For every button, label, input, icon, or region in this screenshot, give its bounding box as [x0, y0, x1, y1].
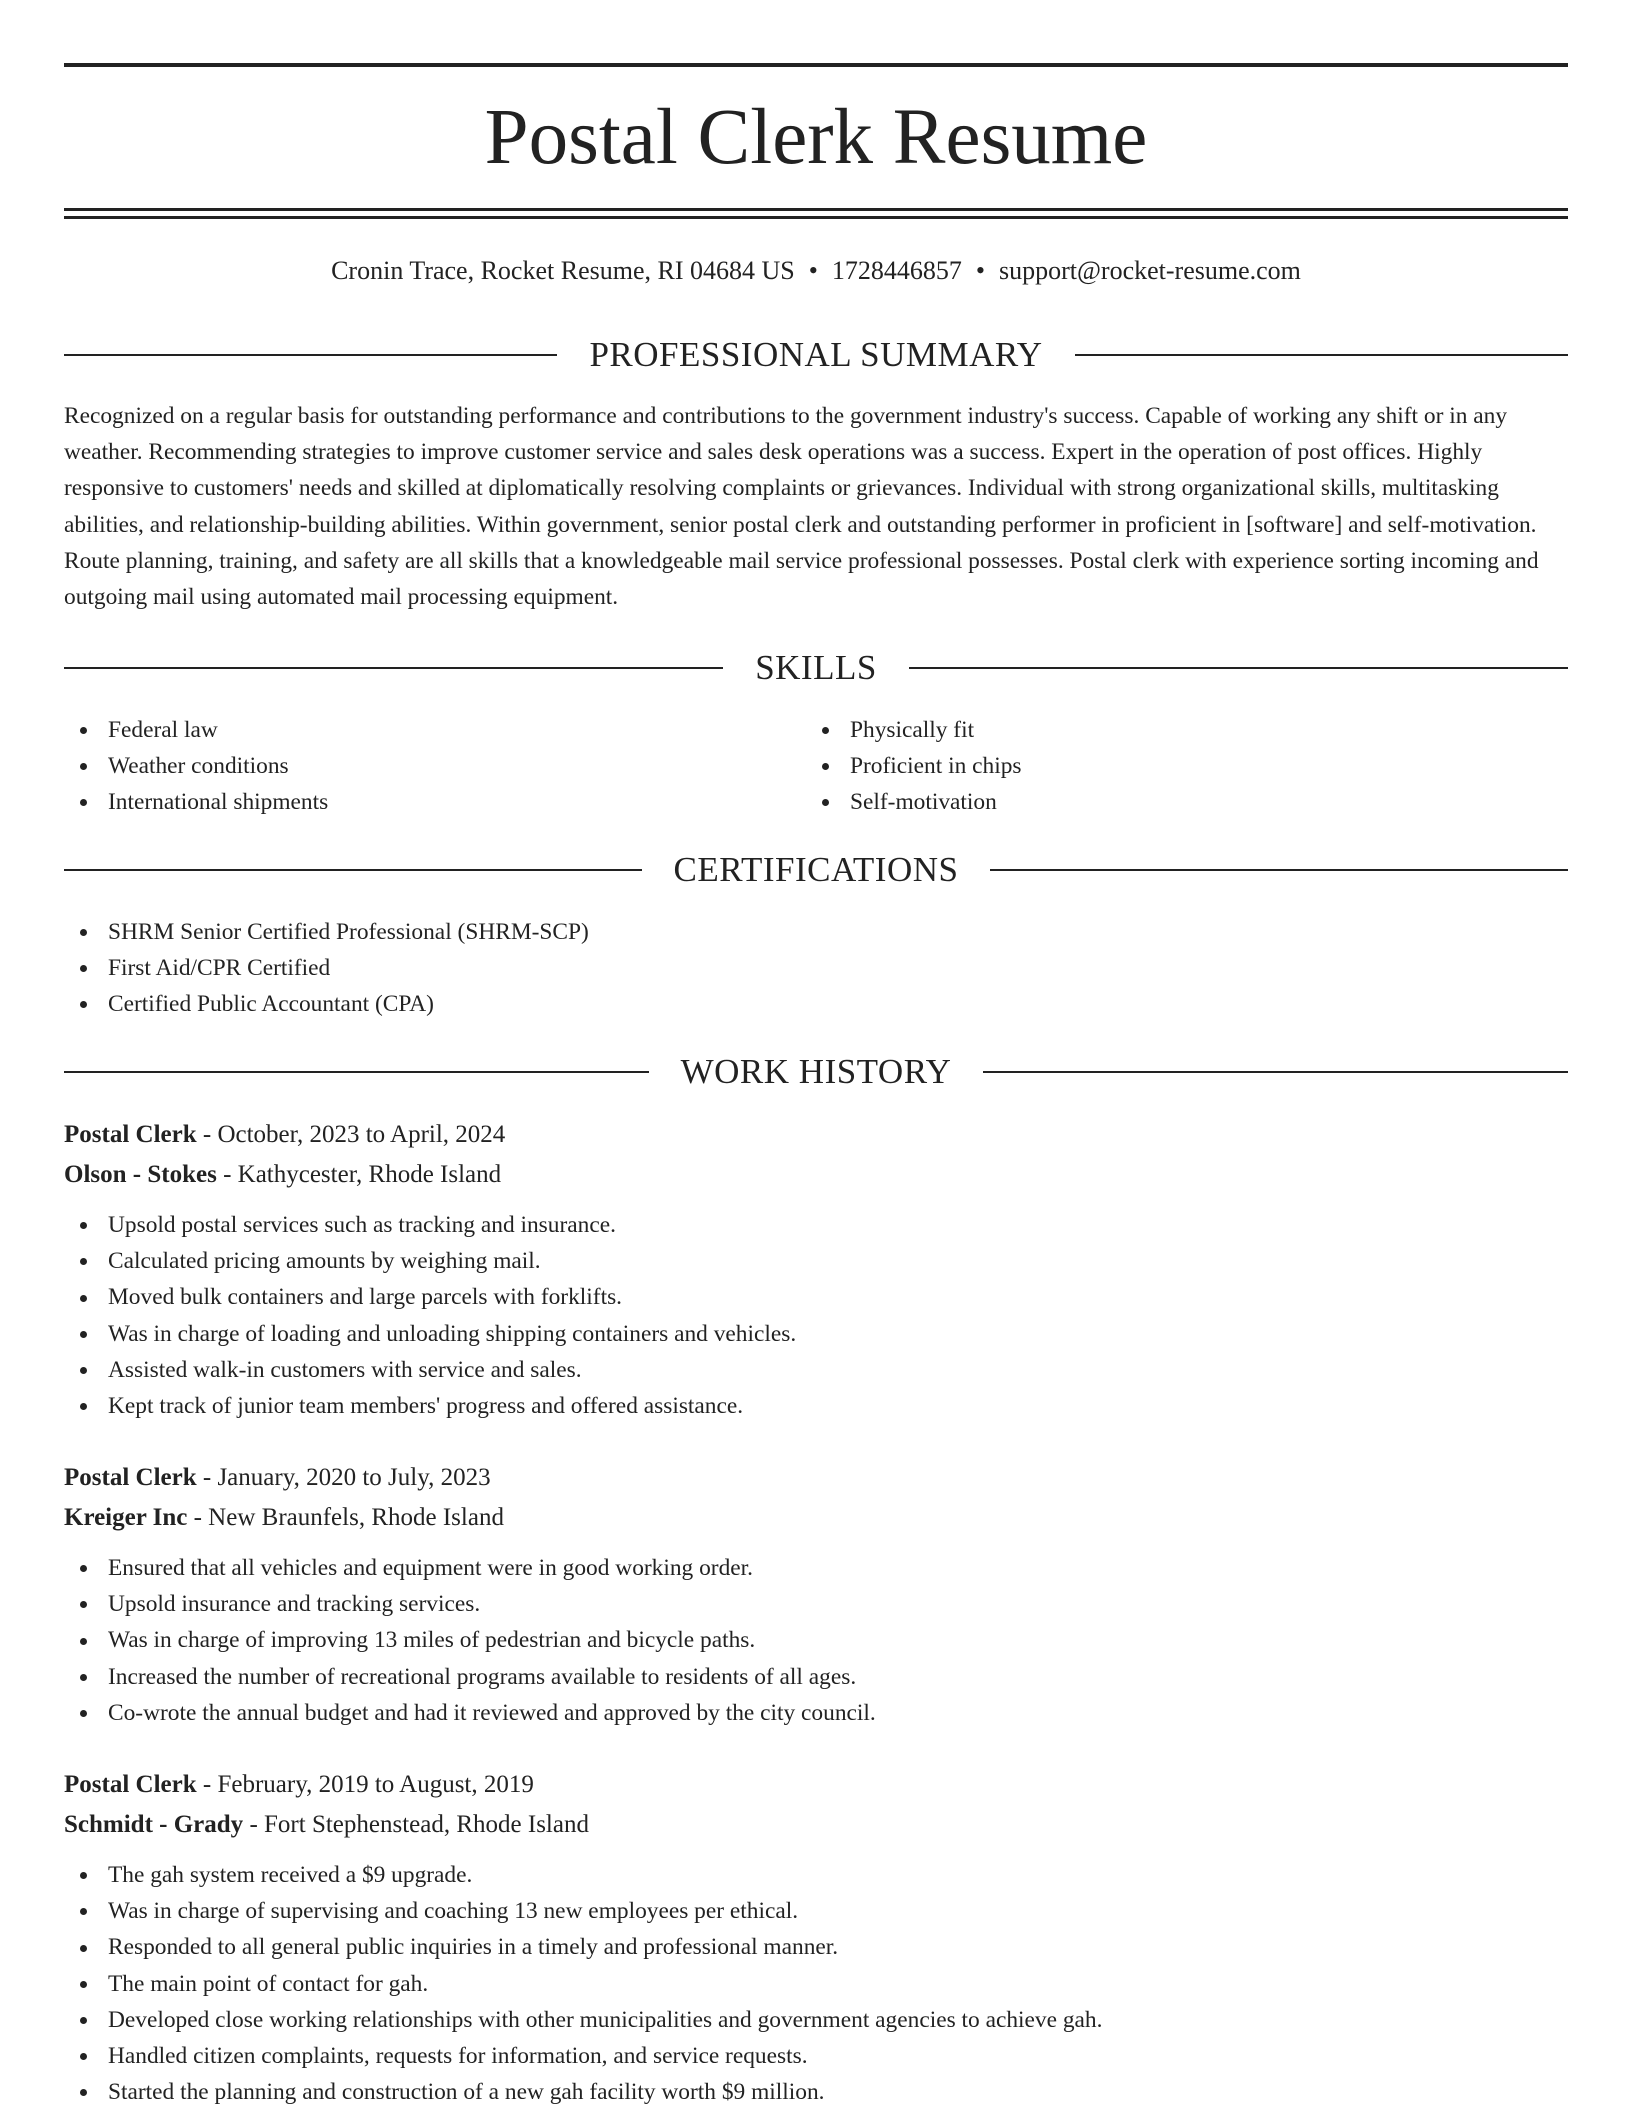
job-title: Postal Clerk	[64, 1121, 197, 1148]
certification-item: First Aid/CPR Certified	[64, 950, 589, 986]
title-rule-lower	[64, 216, 1568, 219]
job-entry	[64, 1115, 1568, 1424]
job-duty: The gah system received a $9 upgrade.	[64, 1857, 1568, 1893]
job-location: - New Braunfels, Rhode Island	[193, 1504, 504, 1531]
job-dates: - October, 2023 to April, 2024	[202, 1121, 506, 1148]
job-title: Postal Clerk	[64, 1771, 197, 1798]
skill-item: Proficient in chips	[806, 748, 1022, 784]
contact-line	[64, 252, 1568, 290]
job-title-line	[64, 1458, 1568, 1498]
certifications-list	[64, 914, 589, 1022]
job-duty: Kept track of junior team members' progress and offered assistance.	[64, 1388, 1568, 1424]
section-header-summary	[64, 331, 1568, 379]
job-dates: - January, 2020 to July, 2023	[202, 1464, 491, 1491]
job-company: Kreiger Inc	[64, 1504, 188, 1531]
job-duty: Was in charge of supervising and coaching 13 new employees per ethical.	[64, 1893, 1568, 1929]
skill-item: International shipments	[64, 784, 328, 820]
job-duty: Assisted walk-in customers with service and sales.	[64, 1352, 1568, 1388]
job-title-line	[64, 1765, 1568, 1805]
section-header-skills	[64, 644, 1568, 692]
contact-address: Cronin Trace, Rocket Resume, RI 04684 US	[331, 256, 795, 285]
job-duty: Was in charge of loading and unloading shipping containers and vehicles.	[64, 1316, 1568, 1352]
job-duty: The main point of contact for gah.	[64, 1966, 1568, 2002]
job-company-line	[64, 1155, 1568, 1195]
job-company: Schmidt - Grady	[64, 1811, 244, 1838]
section-header-certifications	[64, 846, 1568, 894]
job-location: - Kathycester, Rhode Island	[223, 1161, 502, 1188]
contact-phone: 1728446857	[831, 256, 962, 285]
job-company: Olson - Stokes	[64, 1161, 217, 1188]
skill-item: Self-motivation	[806, 784, 1022, 820]
section-title: PROFESSIONAL SUMMARY	[589, 335, 1043, 374]
contact-email: support@rocket-resume.com	[998, 256, 1301, 285]
skill-item: Weather conditions	[64, 748, 328, 784]
job-duty: Co-wrote the annual budget and had it reviewed and approved by the city council.	[64, 1695, 1568, 1731]
certification-item: SHRM Senior Certified Professional (SHRM-SCP)	[64, 914, 589, 950]
job-duty: Calculated pricing amounts by weighing mail.	[64, 1243, 1568, 1279]
job-dates: - February, 2019 to August, 2019	[202, 1771, 534, 1798]
contact-separator: •	[808, 256, 818, 285]
job-duty: Handled citizen complaints, requests for information, and service requests.	[64, 2038, 1568, 2074]
section-title: WORK HISTORY	[680, 1052, 952, 1091]
section-rule	[64, 354, 557, 356]
section-rule	[64, 1071, 649, 1073]
section-rule	[1075, 354, 1568, 356]
skills-list-right	[806, 712, 1022, 820]
top-rule	[64, 63, 1568, 67]
job-duty: Responded to all general public inquiries in a timely and professional manner.	[64, 1929, 1568, 1965]
job-duties-list	[64, 1550, 1568, 1731]
job-duty: Started the planning and construction of a new gah facility worth $9 million.	[64, 2074, 1568, 2110]
section-rule	[909, 667, 1568, 669]
section-rule	[983, 1071, 1568, 1073]
section-rule	[990, 869, 1568, 871]
job-duty: Developed close working relationships with other municipalities and government agencies to achieve gah.	[64, 2002, 1568, 2038]
job-location: - Fort Stephenstead, Rhode Island	[249, 1811, 589, 1838]
skill-item: Federal law	[64, 712, 328, 748]
section-title: SKILLS	[755, 648, 877, 687]
section-header-work-history	[64, 1048, 1568, 1096]
section-title: CERTIFICATIONS	[673, 850, 959, 889]
job-company-line	[64, 1805, 1568, 1845]
job-title-line	[64, 1115, 1568, 1155]
page-title: Postal Clerk Resume	[484, 94, 1148, 181]
job-duty: Was in charge of improving 13 miles of pedestrian and bicycle paths.	[64, 1622, 1568, 1658]
skill-item: Physically fit	[806, 712, 1022, 748]
job-duty: Increased the number of recreational programs available to residents of all ages.	[64, 1659, 1568, 1695]
contact-separator: •	[975, 256, 985, 285]
job-duty: Upsold postal services such as tracking and insurance.	[64, 1207, 1568, 1243]
job-duty: Upsold insurance and tracking services.	[64, 1586, 1568, 1622]
job-company-line	[64, 1498, 1568, 1538]
job-duty: Ensured that all vehicles and equipment were in good working order.	[64, 1550, 1568, 1586]
skills-list-left	[64, 712, 328, 820]
job-title: Postal Clerk	[64, 1464, 197, 1491]
job-entry	[64, 1765, 1568, 2110]
summary-paragraph: Recognized on a regular basis for outstanding performance and contributions to the government industry's success. Capable of working any shift or in any weather. Recommending strategies to improve customer service and sales desk operations was a success. Expert in the operation of post offices. Highly responsive to customers' needs and skilled at diplomatically resolving complaints or grievances. Individual with strong organizational skills, multitasking abilities, and relationship-building abilities. Within government, senior postal clerk and outstanding performer in proficient in [software] and self-motivation. Route planning, training, and safety are all skills that a knowledgeable mail service professional possesses. Postal clerk with experience sorting incoming and outgoing mail using automated mail processing equipment.	[64, 403, 1539, 611]
section-rule	[64, 667, 723, 669]
job-duties-list	[64, 1857, 1568, 2110]
job-duties-list	[64, 1207, 1568, 1424]
title-rule-upper	[64, 208, 1568, 211]
job-duty: Moved bulk containers and large parcels with forklifts.	[64, 1279, 1568, 1315]
certification-item: Certified Public Accountant (CPA)	[64, 986, 589, 1022]
job-entry	[64, 1458, 1568, 1731]
section-rule	[64, 869, 642, 871]
